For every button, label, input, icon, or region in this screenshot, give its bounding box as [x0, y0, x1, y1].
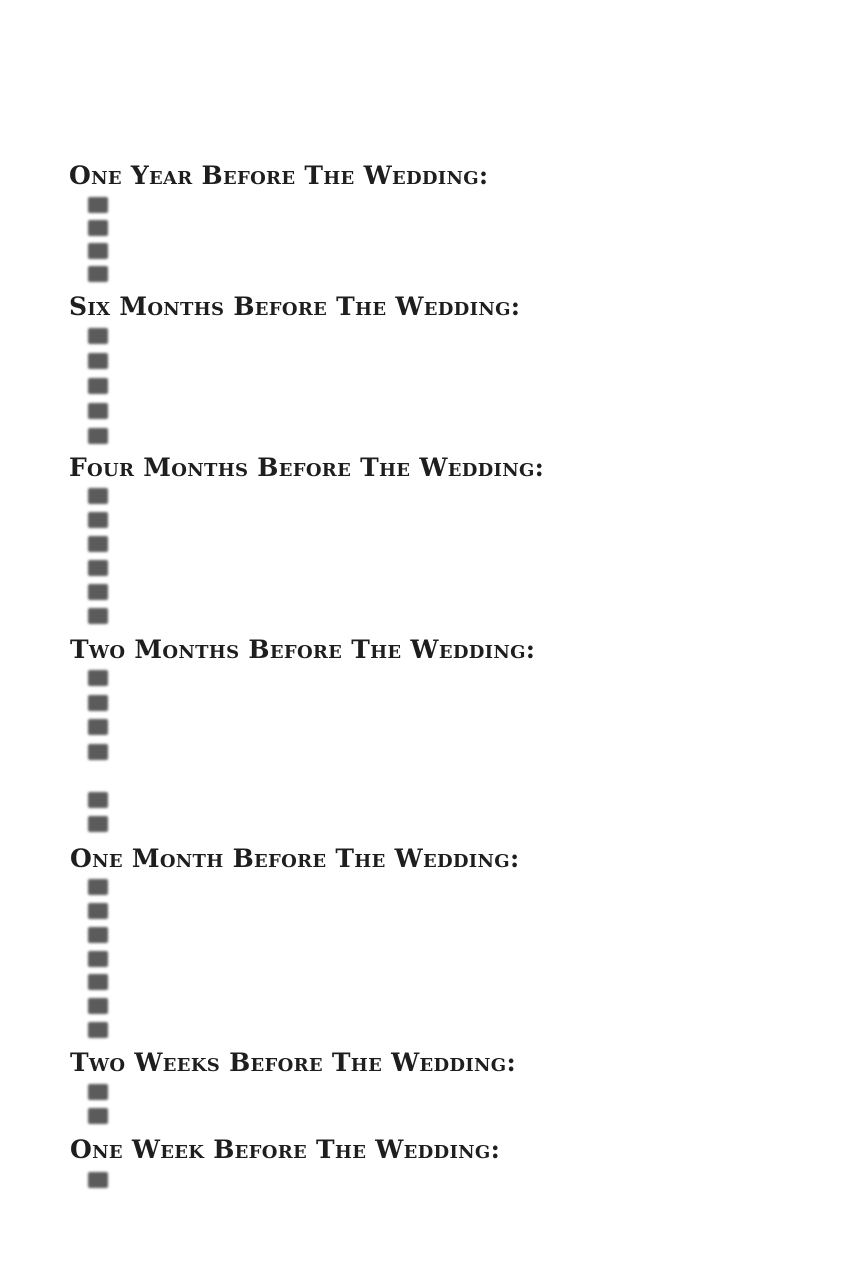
checkbox[interactable]: [88, 378, 108, 394]
checkbox[interactable]: [88, 243, 108, 259]
checkbox[interactable]: [88, 998, 108, 1014]
section-heading-four-months: Four Months Before The Wedding:: [69, 453, 545, 482]
checkbox[interactable]: [88, 584, 108, 600]
section-heading-six-months: Six Months Before The Wedding:: [69, 292, 521, 321]
checkbox[interactable]: [88, 512, 108, 528]
section-heading-two-weeks: Two Weeks Before The Wedding:: [70, 1048, 516, 1077]
checkbox[interactable]: [88, 353, 108, 369]
checkbox[interactable]: [88, 1172, 108, 1188]
section-heading-one-month: One Month Before The Wedding:: [70, 844, 520, 873]
section-heading-one-week: One Week Before The Wedding:: [70, 1135, 501, 1164]
checkbox[interactable]: [88, 927, 108, 943]
checkbox[interactable]: [88, 266, 108, 282]
checkbox[interactable]: [88, 1084, 108, 1100]
checkbox[interactable]: [88, 328, 108, 344]
checkbox[interactable]: [88, 536, 108, 552]
checkbox[interactable]: [88, 816, 108, 832]
checkbox[interactable]: [88, 197, 108, 213]
checkbox[interactable]: [88, 220, 108, 236]
section-heading-two-months: Two Months Before The Wedding:: [70, 635, 536, 664]
checkbox[interactable]: [88, 951, 108, 967]
checkbox[interactable]: [88, 903, 108, 919]
checkbox[interactable]: [88, 879, 108, 895]
checkbox[interactable]: [88, 695, 108, 711]
checkbox[interactable]: [88, 719, 108, 735]
checkbox[interactable]: [88, 1022, 108, 1038]
checkbox[interactable]: [88, 974, 108, 990]
checkbox[interactable]: [88, 488, 108, 504]
section-heading-one-year: One Year Before The Wedding:: [69, 161, 489, 190]
checkbox[interactable]: [88, 560, 108, 576]
checkbox[interactable]: [88, 428, 108, 444]
checkbox[interactable]: [88, 608, 108, 624]
checkbox[interactable]: [88, 744, 108, 760]
checkbox[interactable]: [88, 403, 108, 419]
checkbox[interactable]: [88, 1108, 108, 1124]
checkbox[interactable]: [88, 670, 108, 686]
checkbox[interactable]: [88, 792, 108, 808]
